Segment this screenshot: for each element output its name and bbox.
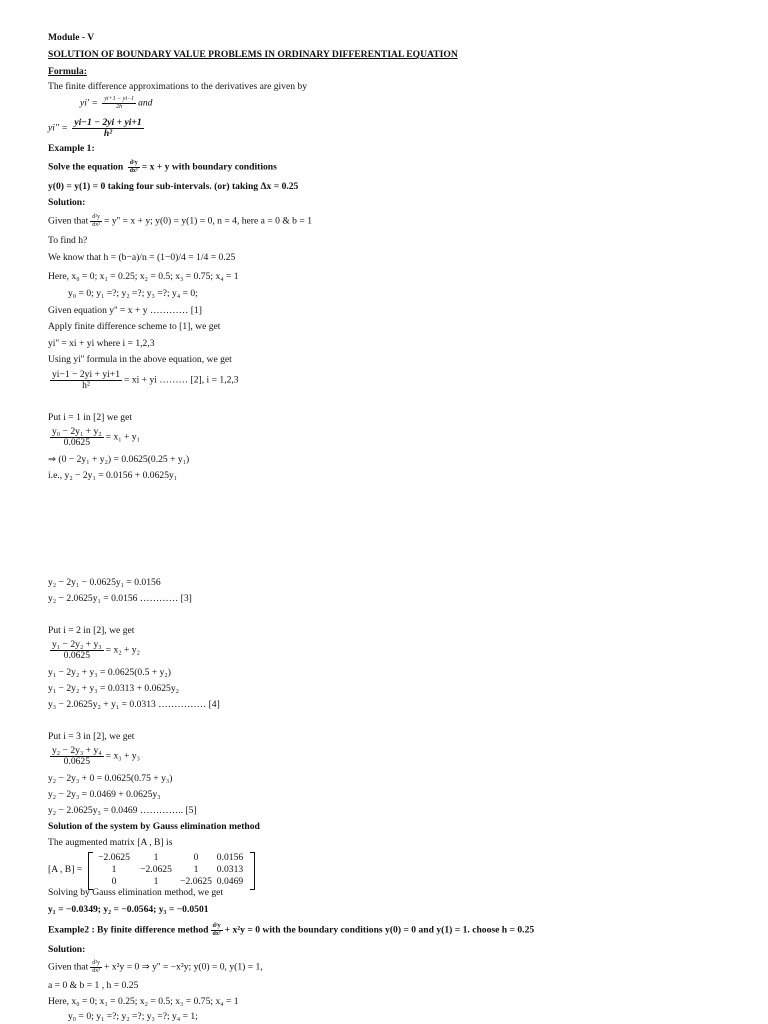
put-i2-eq: $\frac{\text{y₁ − 2y₂ + y₃}}{0.0625}$ = x₂ + y₂ <box>52 639 140 661</box>
example2-ab: a = 0 & b = 1 , h = 0.25 <box>48 980 139 991</box>
example1-title: Example 1: <box>48 143 95 154</box>
put-i3-label: Put i = 3 in [2], we get <box>48 731 135 742</box>
example2-y-values: y₀ = 0; y₁ =?; y₂ =?; y₃ =?; y₄ = 1; <box>68 1011 198 1022</box>
example1-x-values: Here, x₀ = 0; x₁ = 0.25; x₂ = 0.5; x₃ = 0.75; x₄ = 1 <box>48 271 239 282</box>
example2-x-values: Here, x₀ = 0; x₁ = 0.25; x₂ = 0.5; x₃ = 0.75; x₄ = 1 <box>48 996 239 1007</box>
matrix-cell: 1 <box>193 864 199 875</box>
example1-given-eq: Given equation y'' = x + y ………… [1] <box>48 305 202 316</box>
put-i1-line2: ⇒ (0 − 2y₁ + y₂) = 0.0625(0.25 + y₁) <box>48 454 190 465</box>
result-values: y₁ = −0.0349; y₂ = −0.0564; y₃ = −0.0501 <box>48 904 209 915</box>
example1-using: Using yi'' formula in the above equation, we get <box>48 354 232 365</box>
example2-given: Given that $\frac{\text{d²y}}{\text{dx²}}$ + x²y = 0 ⇒ y'' = −x²y; y(0) = 0, y(1) = 1, <box>48 960 263 974</box>
put-i1-eq: $\frac{\text{y₀ − 2y₁ + y₂}}{0.0625}$ = x₁ + y₁ <box>52 426 140 448</box>
put-i1-line3: i.e., y₂ − 2y₁ = 0.0156 + 0.0625y₁ <box>48 470 178 481</box>
augmented-intro: The augmented matrix [A , B] is <box>48 837 173 848</box>
example1-h-value: We know that h = (b−a)/n = (1−0)/4 = 1/4 = 0.25 <box>48 252 236 263</box>
example1-scheme: yi'' = xi + yi where i = 1,2,3 <box>48 338 155 349</box>
matrix-cell: −2.0625 <box>140 864 172 875</box>
example1-y-values: y₀ = 0; y₁ =?; y₂ =?; y₃ =?; y₄ = 0; <box>68 288 198 299</box>
formula-label: Formula: <box>48 66 87 77</box>
matrix-cell: 0.0313 <box>216 864 244 875</box>
example1-solution-label: Solution: <box>48 197 86 208</box>
put-i2-line2: y₁ − 2y₂ + y₃ = 0.0625(0.5 + y₂) <box>48 667 171 678</box>
matrix-cell: 0.0469 <box>216 876 244 887</box>
example1-eq2: $\frac{yi-1 - 2yi + yi+1}{\text{h²}}$ = xi + yi ……… [2], i = 1,2,3 <box>52 369 239 391</box>
example1-tofind: To find h? <box>48 235 88 246</box>
matrix-cell: 1 <box>153 852 159 863</box>
put-i2-label: Put i = 2 in [2], we get <box>48 625 135 636</box>
put-i2-line4: y₃ − 2.0625y₂ + y₁ = 0.0313 …………… [4] <box>48 699 220 710</box>
put-i2-line3: y₁ − 2y₂ + y₃ = 0.0313 + 0.0625y₂ <box>48 683 179 694</box>
put-i3-line4: y₂ − 2.0625y₃ = 0.0469 ………….. [5] <box>48 805 197 816</box>
matrix-cell: −2.0625 <box>98 852 130 863</box>
example1-boundary: y(0) = y(1) = 0 taking four sub-intervals. (or) taking Δx = 0.25 <box>48 181 299 192</box>
formula2-fraction: $\frac{yi-1 - 2yi + yi+1}{\text{h²}}$ <box>74 117 142 139</box>
example2-statement: Example2 : By finite difference method $\frac{\text{d²y}}{\text{dx²}}$ + x²y = 0 with the boundary conditions y(0) = 0 and y(1) = 1. choose h = 0.25 <box>48 923 535 937</box>
matrix-cell: 1 <box>153 876 159 887</box>
formula-first-derivative: yi' = $\frac{yi+1 - yi-1}{2h}$ and <box>80 96 153 110</box>
section-heading: SOLUTION OF BOUNDARY VALUE PROBLEMS IN ORDINARY DIFFERENTIAL EQUATION <box>48 49 458 60</box>
formula-second-derivative: yi'' = $\frac{yi-1 - 2yi + yi+1}{\text{h²}}$ <box>48 117 142 139</box>
intro-text: The finite difference approximations to the derivatives are given by <box>48 81 308 92</box>
matrix-cell: 1 <box>111 864 117 875</box>
example1-apply: Apply finite difference scheme to [1], we get <box>48 321 221 332</box>
matrix-cell: 0 <box>111 876 117 887</box>
matrix-label: [A , B] = <box>48 864 83 875</box>
matrix-cell: −2.0625 <box>180 876 212 887</box>
put-i1-line5: y₂ − 2.0625y₁ = 0.0156 ………… [3] <box>48 593 192 604</box>
solving-text: Solving by Gauss elimination method, we get <box>48 887 224 898</box>
put-i3-line3: y₂ − 2y₃ = 0.0469 + 0.0625y₃ <box>48 789 161 800</box>
put-i1-line4: y₂ − 2y₁ − 0.0625y₁ = 0.0156 <box>48 577 161 588</box>
formula1-fraction: $\frac{yi+1 - yi-1}{2h}$ <box>104 96 135 110</box>
put-i3-eq: $\frac{\text{y₂ − 2y₃ + y₄}}{0.0625}$ = x₃ + y₃ <box>52 745 140 767</box>
gauss-title: Solution of the system by Gauss elimination method <box>48 821 260 832</box>
module-title: Module - V <box>48 32 95 43</box>
example1-given: Given that $\frac{\text{d²y}}{\text{dx²}}$ = y'' = x + y; y(0) = y(1) = 0, n = 4, here a = 0 & b = 1 <box>48 214 312 228</box>
matrix-cell: 0 <box>193 852 199 863</box>
example1-statement: Solve the equation $\frac{\text{d²y}}{\text{dx²}}$ = x + y with boundary conditions <box>48 160 277 174</box>
put-i3-line2: y₂ − 2y₃ + 0 = 0.0625(0.75 + y₃) <box>48 773 173 784</box>
put-i1-label: Put i = 1 in [2] we get <box>48 412 133 423</box>
example2-solution-label: Solution: <box>48 944 86 955</box>
matrix-cell: 0.0156 <box>216 852 244 863</box>
